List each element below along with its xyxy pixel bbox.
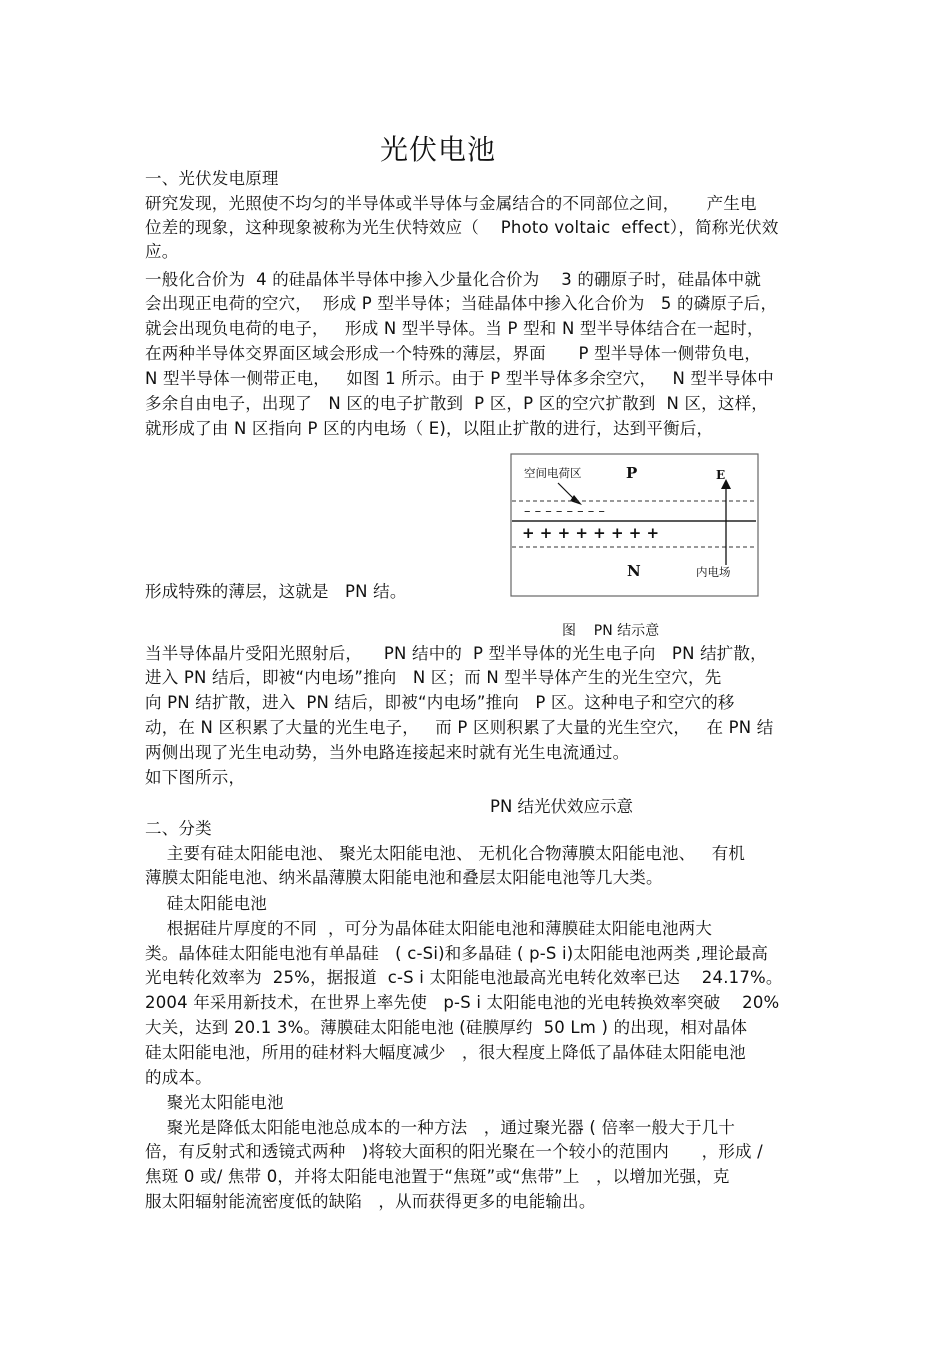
space-charge-label: 空间电荷区 bbox=[524, 466, 582, 480]
section1-heading: 一、光伏发电原理 bbox=[145, 169, 279, 188]
intro-line: 主要有硅太阳能电池、 聚光太阳能电池、 无机化合物薄膜太阳能电池、 有机 bbox=[145, 844, 746, 863]
silicon-heading: 硅太阳能电池 bbox=[145, 894, 267, 913]
concentrator-heading: 聚光太阳能电池 bbox=[145, 1093, 284, 1112]
para3-line: 动，在 N 区积累了大量的光生电子， 而 P 区则积累了大量的光生空穴， 在 PN 结 bbox=[145, 718, 774, 737]
p-region-label: P bbox=[626, 464, 638, 482]
n-region-label: N bbox=[627, 562, 641, 580]
concentrator-line: 焦斑 0 或/ 焦带 0，并将太阳能电池置于“焦斑”或“焦带”上 ，以增加光强，克 bbox=[145, 1167, 730, 1186]
para2-line: 多余自由电子，出现了 N 区的电子扩散到 P 区，P 区的空穴扩散到 N 区，这样， bbox=[145, 394, 768, 413]
silicon-line: 大关，达到 20.1 3%。薄膜硅太阳能电池 (硅膜厚约 50 Lm ) 的出现，相对晶体 bbox=[145, 1018, 748, 1037]
concentrator-line: 服太阳辐射能流密度低的缺陷 ，从而获得更多的电能输出。 bbox=[145, 1192, 596, 1211]
para1-line: 应。 bbox=[145, 242, 179, 261]
para2-line: N 型半导体一侧带正电， 如图 1 所示。由于 P 型半导体多余空穴， N 型半导体中 bbox=[145, 369, 774, 388]
figure1-caption: 图 PN 结示意 bbox=[562, 623, 660, 639]
para2-line: 就形成了由 N 区指向 P 区的内电场（ E)，以阻止扩散的进行，达到平衡后， bbox=[145, 419, 714, 438]
silicon-line: 2004 年采用新技术，在世界上率先使 p-S i 太阳能电池的光电转换效率突破 20% bbox=[145, 993, 780, 1012]
para3-line: 当半导体晶片受阳光照射后， PN 结中的 P 型半导体的光生电子向 PN 结扩散， bbox=[145, 644, 767, 663]
para2-line: 在两种半导体交界面区域会形成一个特殊的薄层，界面 P 型半导体一侧带负电， bbox=[145, 344, 762, 363]
silicon-line: 光电转化效率为 25%，据报道 c-S i 太阳能电池最高光电转化效率已达 24.17%。 bbox=[145, 968, 783, 987]
para3-line: 向 PN 结扩散，进入 PN 结后，即被“内电场”推向 P 区。这种电子和空穴的移 bbox=[145, 693, 735, 712]
para3-line: 如下图所示， bbox=[145, 768, 246, 787]
minus-charges: – – – – – – – – bbox=[524, 504, 605, 519]
internal-field-label: 内电场 bbox=[696, 565, 731, 579]
para2-line: 会出现正电荷的空穴， 形成 P 型半导体；当硅晶体中掺入化合价为 5 的磷原子后， bbox=[145, 294, 778, 313]
concentrator-line: 倍，有反射式和透镜式两种 )将较大面积的阳光聚在一个较小的范围内 ，形成 / bbox=[145, 1142, 763, 1161]
e-field-label: E bbox=[716, 468, 726, 482]
section2-heading: 二、分类 bbox=[145, 819, 212, 838]
para3-line: 两侧出现了光生电动势，当外电路连接起来时就有光生电流通过。 bbox=[145, 743, 630, 762]
page-title: 光伏电池 bbox=[380, 133, 497, 166]
pn-junction-line: 形成特殊的薄层，这就是 PN 结。 bbox=[145, 582, 407, 601]
intro-line: 薄膜太阳能电池、纳米晶薄膜太阳能电池和叠层太阳能电池等几大类。 bbox=[145, 868, 663, 887]
para3-line: 进入 PN 结后，即被“内电场”推向 N 区；而 N 型半导体产生的光生空穴，先 bbox=[145, 668, 722, 687]
pn-junction-diagram bbox=[510, 453, 760, 598]
plus-charges: + + + + + + + + bbox=[522, 524, 660, 542]
para2-line: 就会出现负电荷的电子， 形成 N 型半导体。当 P 型和 N 型半导体结合在一起时， bbox=[145, 319, 764, 338]
concentrator-line: 聚光是降低太阳能电池总成本的一种方法 ，通过聚光器 ( 倍率一般大于几十 bbox=[145, 1118, 736, 1137]
para2-line: 一般化合价为 4 的硅晶体半导体中掺入少量化合价为 3 的硼原子时，硅晶体中就 bbox=[145, 270, 762, 289]
silicon-line: 的成本。 bbox=[145, 1068, 212, 1087]
silicon-line: 类。晶体硅太阳能电池有单晶硅 ( c-Si)和多晶硅 ( p-S i)太阳能电池两类 ,理论最高 bbox=[145, 944, 769, 963]
silicon-line: 硅太阳能电池，所用的硅材料大幅度减少 ，很大程度上降低了晶体硅太阳能电池 bbox=[145, 1043, 746, 1062]
silicon-line: 根据硅片厚度的不同 ，可分为晶体硅太阳能电池和薄膜硅太阳能电池两大 bbox=[145, 919, 713, 938]
para1-line: 位差的现象，这种现象被称为光生伏特效应（ Photo voltaic effect），简称光伏效 bbox=[145, 218, 779, 237]
para1-line: 研究发现，光照使不均匀的半导体或半导体与金属结合的不同部位之间， 产生电 bbox=[145, 194, 757, 213]
figure2-caption: PN 结光伏效应示意 bbox=[490, 797, 634, 816]
